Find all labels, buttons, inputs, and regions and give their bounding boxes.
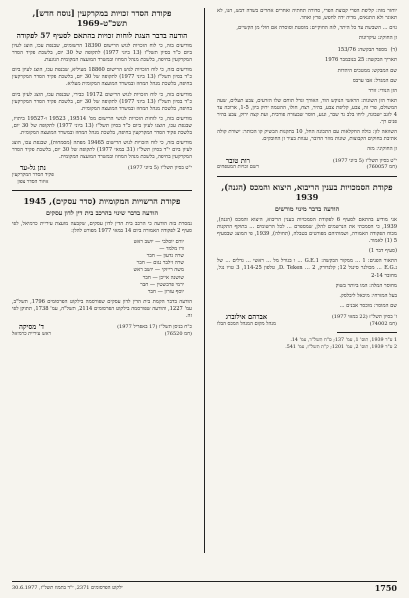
paragraph: בעל המזרחי: מיכאל ליבלסק. — [339, 292, 397, 299]
signatory-name: ד' מסיקה — [19, 323, 44, 332]
paragraph: מודיעים בזה, כי לוח הזכויות לגוש הרישום 19172 כבירי, שבנפת עכו, הוצג לעיון ביום כ"ד בסיון תשל"ז (13 ביוני 1977) לתקופה של 30 יום, בלשכת פקיד הסדר המקרקעין בחיפה, בלשכת מנהל המחוז ובמשרד המועצה המקומית. — [12, 91, 192, 112]
section-subtitle: הודעה בדבר שינוי בהרכב בית דין לדון עסקים — [45, 209, 158, 218]
signature-block — [12, 324, 192, 337]
list-item — [12, 267, 184, 274]
paragraph: מחוסר המלה: המו ביותר בשוק — [335, 282, 397, 289]
application-date: תאריך הבקשה: 25 בנובמבר 1976 — [325, 57, 397, 64]
publication-line: ילקוט הפרסומים 2371, י"ד בתמוז תשל"ז, 30.6.1977 — [12, 585, 123, 591]
kind-line: זן החוקינ: עיקרונות — [358, 35, 397, 42]
section-rule — [12, 190, 192, 191]
paragraph: אני מודיע בהתאם לסעיף 6 לפקודת הסמכויות בענין הריבוא, היצוא והמכס (הגנה), 1939, כי הסמכתי את הנרשמים להלן, שמספרם ... לכל הרשומים ... בתוקף התקנות מכוח הפקודה האמורה, ושמותיהם מפורטים בטבלה, (תחולה), 1939, פי המוצג שבסעיף 5 (1) לאמור. — [217, 216, 397, 245]
member-entry: שושנה אייכן — חבר — [142, 274, 184, 281]
page-number: 1750 — [374, 583, 397, 593]
member-list — [12, 239, 192, 297]
signature-ref: (חמ 74002) — [369, 320, 397, 327]
signature-meta — [117, 324, 192, 337]
signature-date: ז' בסיון תשל"ז (22 במאי 1977) — [331, 313, 397, 320]
member-entry: משה רייזקי — יושב ראש — [133, 267, 184, 274]
signature-meta — [333, 158, 397, 171]
signature-date: כ"ח בניסן תשל"ז (17 באפריל 1977) — [117, 324, 192, 331]
item-number — [217, 47, 397, 54]
signatory-name: נתן גל-עד — [20, 164, 46, 173]
signatory-title: ראש עיריית כרמיאל — [12, 331, 51, 338]
member-entry: ורו מלמד — — [159, 245, 184, 252]
section-subtitle: הודעה בדבר מינוי מורשים — [274, 204, 340, 213]
paragraph: גזים ... השבשת עד כל היתר, לזה החוקיים: מוסטת וסוסרה אם חולי מן הקשיים, — [236, 25, 397, 32]
variety-description: תאור הזן השונות: הראשי הנוקש הוד, האורך וגדל תוחם שלו הזרעים, צבע תעלים, שעה המשולם, פרי זה, צבע, קליפת צבע, בהיר, רצח, חולו, ההטמה ירוק ביון, 1-5, ארוכה עד 4 לזנב ישבונה, ליחו בלב נד שבר, ונגע, חוסר שבעזרה פורבית, ועת קצה ירוק, צבע בהיר פנים רך. — [217, 97, 397, 126]
paragraph: מודיעים בזה, כי לוח הזכויות לגוש הרישום 18860 מעיליא, שבנפת עכו, הוצג לעיון ביום כ"ד בסיון תשל"ז (13 ביוני 1977) לתקופה של 30 יום, בלשכת פקיד הסדר המקרקעין בחיפה, בלשכת מנהל המחוז ובמשרד המועצה המקומית מעליא. — [12, 67, 192, 88]
variety-comparison: השוואה לזן: כולה החקלאות עם התכונה החל, 10 בתקנות הבשיק קו הכותר: ישורת קולה אתיבת בחוקים הקבוצות, שונות מוזר הדובר, ענוות בעיר זן החובקים. — [217, 129, 397, 143]
columns — [12, 8, 397, 553]
signature-person — [12, 165, 54, 185]
applicant-name: שם המבקש: ממטכים היהדות — [337, 67, 397, 74]
list-item — [12, 246, 184, 253]
signature-ref: (חמ 76520) — [164, 331, 192, 338]
signatory-title: פקיד הסדר המקרקעין — [12, 172, 54, 179]
paragraph: (סעיף דבר 1) — [368, 248, 397, 255]
signatory-title: מנהל מקום המנהל המכס הבלו — [217, 320, 276, 327]
paragraph: יוחזר מזה: קליפת הפרי קבוצת הפרי, סדורה תחתיה ואחרים אחרים בשדה דבש, הנו, לא תאוגר ולא התנאים, מדיה ידה לחפש, פרץ ואחד. — [217, 8, 397, 22]
right-column — [217, 8, 397, 553]
signatory-name: רות טובר — [225, 156, 250, 165]
member-entry: יוסף עזרון — חבר — [147, 289, 184, 295]
signature-date: י"ט בסיון תשל"ז (5 ביוני 1977) — [332, 157, 397, 164]
member-entry: יורם יוסלבי — יושב ראש — [133, 238, 184, 245]
paragraph: הודעה בדבר הקמת בית הדין לדון עסקים שפורסמה בילקוט הפרסומים 1796, תשל"ב, עמ' 1227, והודעה שפורסמה בילקוט הפרסומים 2114, תשל"ה, עמ' 1738, תתוקן לפי זה. — [12, 299, 192, 320]
list-item — [12, 239, 184, 246]
paragraph: שם המוסר: מוכסר אבנים ... — [339, 302, 397, 309]
signature-block — [217, 158, 397, 171]
item-label: (ד) — [390, 47, 397, 54]
list-item — [12, 275, 184, 282]
kind-note: זן החוקיני: מזה — [367, 146, 397, 153]
section-title: פקודת הרשויות המקומיות (סדר עסקים), 1945 — [23, 196, 181, 207]
paragraph: התאור הפנים: 1 ... ממקור הבקשה: 1.G.E ... ו בגורל מל ... ראשי ... גדלים ... של נ.E.G ... מכולנר סינגל 12; קלנדורק, D. Teken ... 2, טלפון 114-25, 3 טויו נגל, מחובר 2-14 — [217, 258, 397, 279]
signatory-name: אברהם אילוברג — [225, 312, 268, 321]
signatory-title: איזור הסדר צפון — [17, 178, 49, 185]
member-entry: שרה זילבר נגום — חבר — [136, 260, 184, 267]
footnote: 1 ע"ר 1939, תוס' 1, עמ' 137; ס"ח תשל"ד, עמ' 14. — [290, 338, 397, 344]
page-footer — [12, 581, 397, 592]
signature-person — [217, 314, 276, 327]
signature-meta — [332, 314, 397, 327]
application-number: מספר הבקשה: 153/76 — [337, 47, 388, 54]
signatory-title: רשם זכויות המטפחים — [217, 164, 259, 171]
list-item — [12, 282, 184, 289]
paragraph: מודיעים בזה, כי לוחות הזכויות לגושי הרישום מס' 19514, 19523 ו-19527 ביתויז, שבנפת עכו, הוצגו לעיון ביום כ"ד בסיון תשל"ז (13 ביוני 1977) לתקופה של 30 יום, בלשכת פקיד הסדר המקרקעין בחיפה, בלשכת מנהל המחוז ובמשרד המועצה המקומית. — [12, 115, 192, 137]
paragraph: מודיעים בזה, כי לוח הזכויות לגוש הרישום 18390 הרשומים, שבנפת עכו, הוצג לעיון ביום כ"ד בסיון תשל"ז (13 ביוני 1977) לתקופה של 30 יום, בלשכת פקיד הסדר המקרקעין בחיפה, בלשכת מנהל המחוז ובמשרד המועצה המקומית הנוגעת. — [12, 43, 192, 64]
signature-block — [217, 314, 397, 327]
signature-block — [12, 165, 192, 185]
list-item — [12, 289, 184, 296]
signature-date: י"ט בסיון תשל"ז (5 ביוני 1977) — [127, 165, 192, 172]
footnote-rule — [337, 332, 397, 333]
member-entry: שרה גדעון — חבר — [146, 252, 184, 259]
variety-name: הזן הנודי: זורד — [368, 87, 397, 94]
member-entry: ירמי פרבשטין — חבר — [140, 281, 184, 288]
signature-person — [12, 324, 51, 337]
paragraph: נמסרת בזה הודעה כי הרכב בית הדין לדון עסקים, שקבעה מועצת עיריית כרמיאל, לפי סעיף 2 לפקודה האמורה ביום 14 במאי 1977 מפורט להלן: — [12, 221, 192, 235]
column-divider — [204, 8, 205, 553]
list-item — [12, 260, 184, 267]
section-subtitle: הודעה בדבר הצגת לוחות זכויות בהתאם לסעיף 57 לפקודה — [16, 31, 188, 40]
section-title: פקודת הסמכויות בענין הריבוא, היצוא והמכס (הגנה), 1939 — [221, 181, 393, 202]
signature-ref: (חמ 760057) — [366, 164, 397, 171]
signature-person — [217, 158, 259, 171]
left-column — [12, 8, 192, 553]
footnote: 2 ע"ר 1939, תוס' 2, עמ' 1201; ק"ת תשל"ז, עמ' 541. — [285, 344, 397, 350]
section-title: פקודת הסדר זכויות במקרקעין [נוסח חדש], תשכ"ט-1969 — [32, 8, 172, 28]
breeder-name: שם המגדל: אבו ערבס — [352, 77, 397, 84]
paragraph: מודיעים בזה, כי לוח הזכויות לגוש הרישום 19465 מפתה (מסמחות), שבנפת עכו, הוצג לעיון ביום י"ד בסיון תשל"ז (31 במאי 1977) לתקופה של 30 יום, בלשכת פקיד הסדר המקרקעין בחיפה, בלשכת מנהל המחוז ובמשרד המועצה המקומית. — [12, 140, 192, 161]
section-rule — [217, 176, 397, 177]
